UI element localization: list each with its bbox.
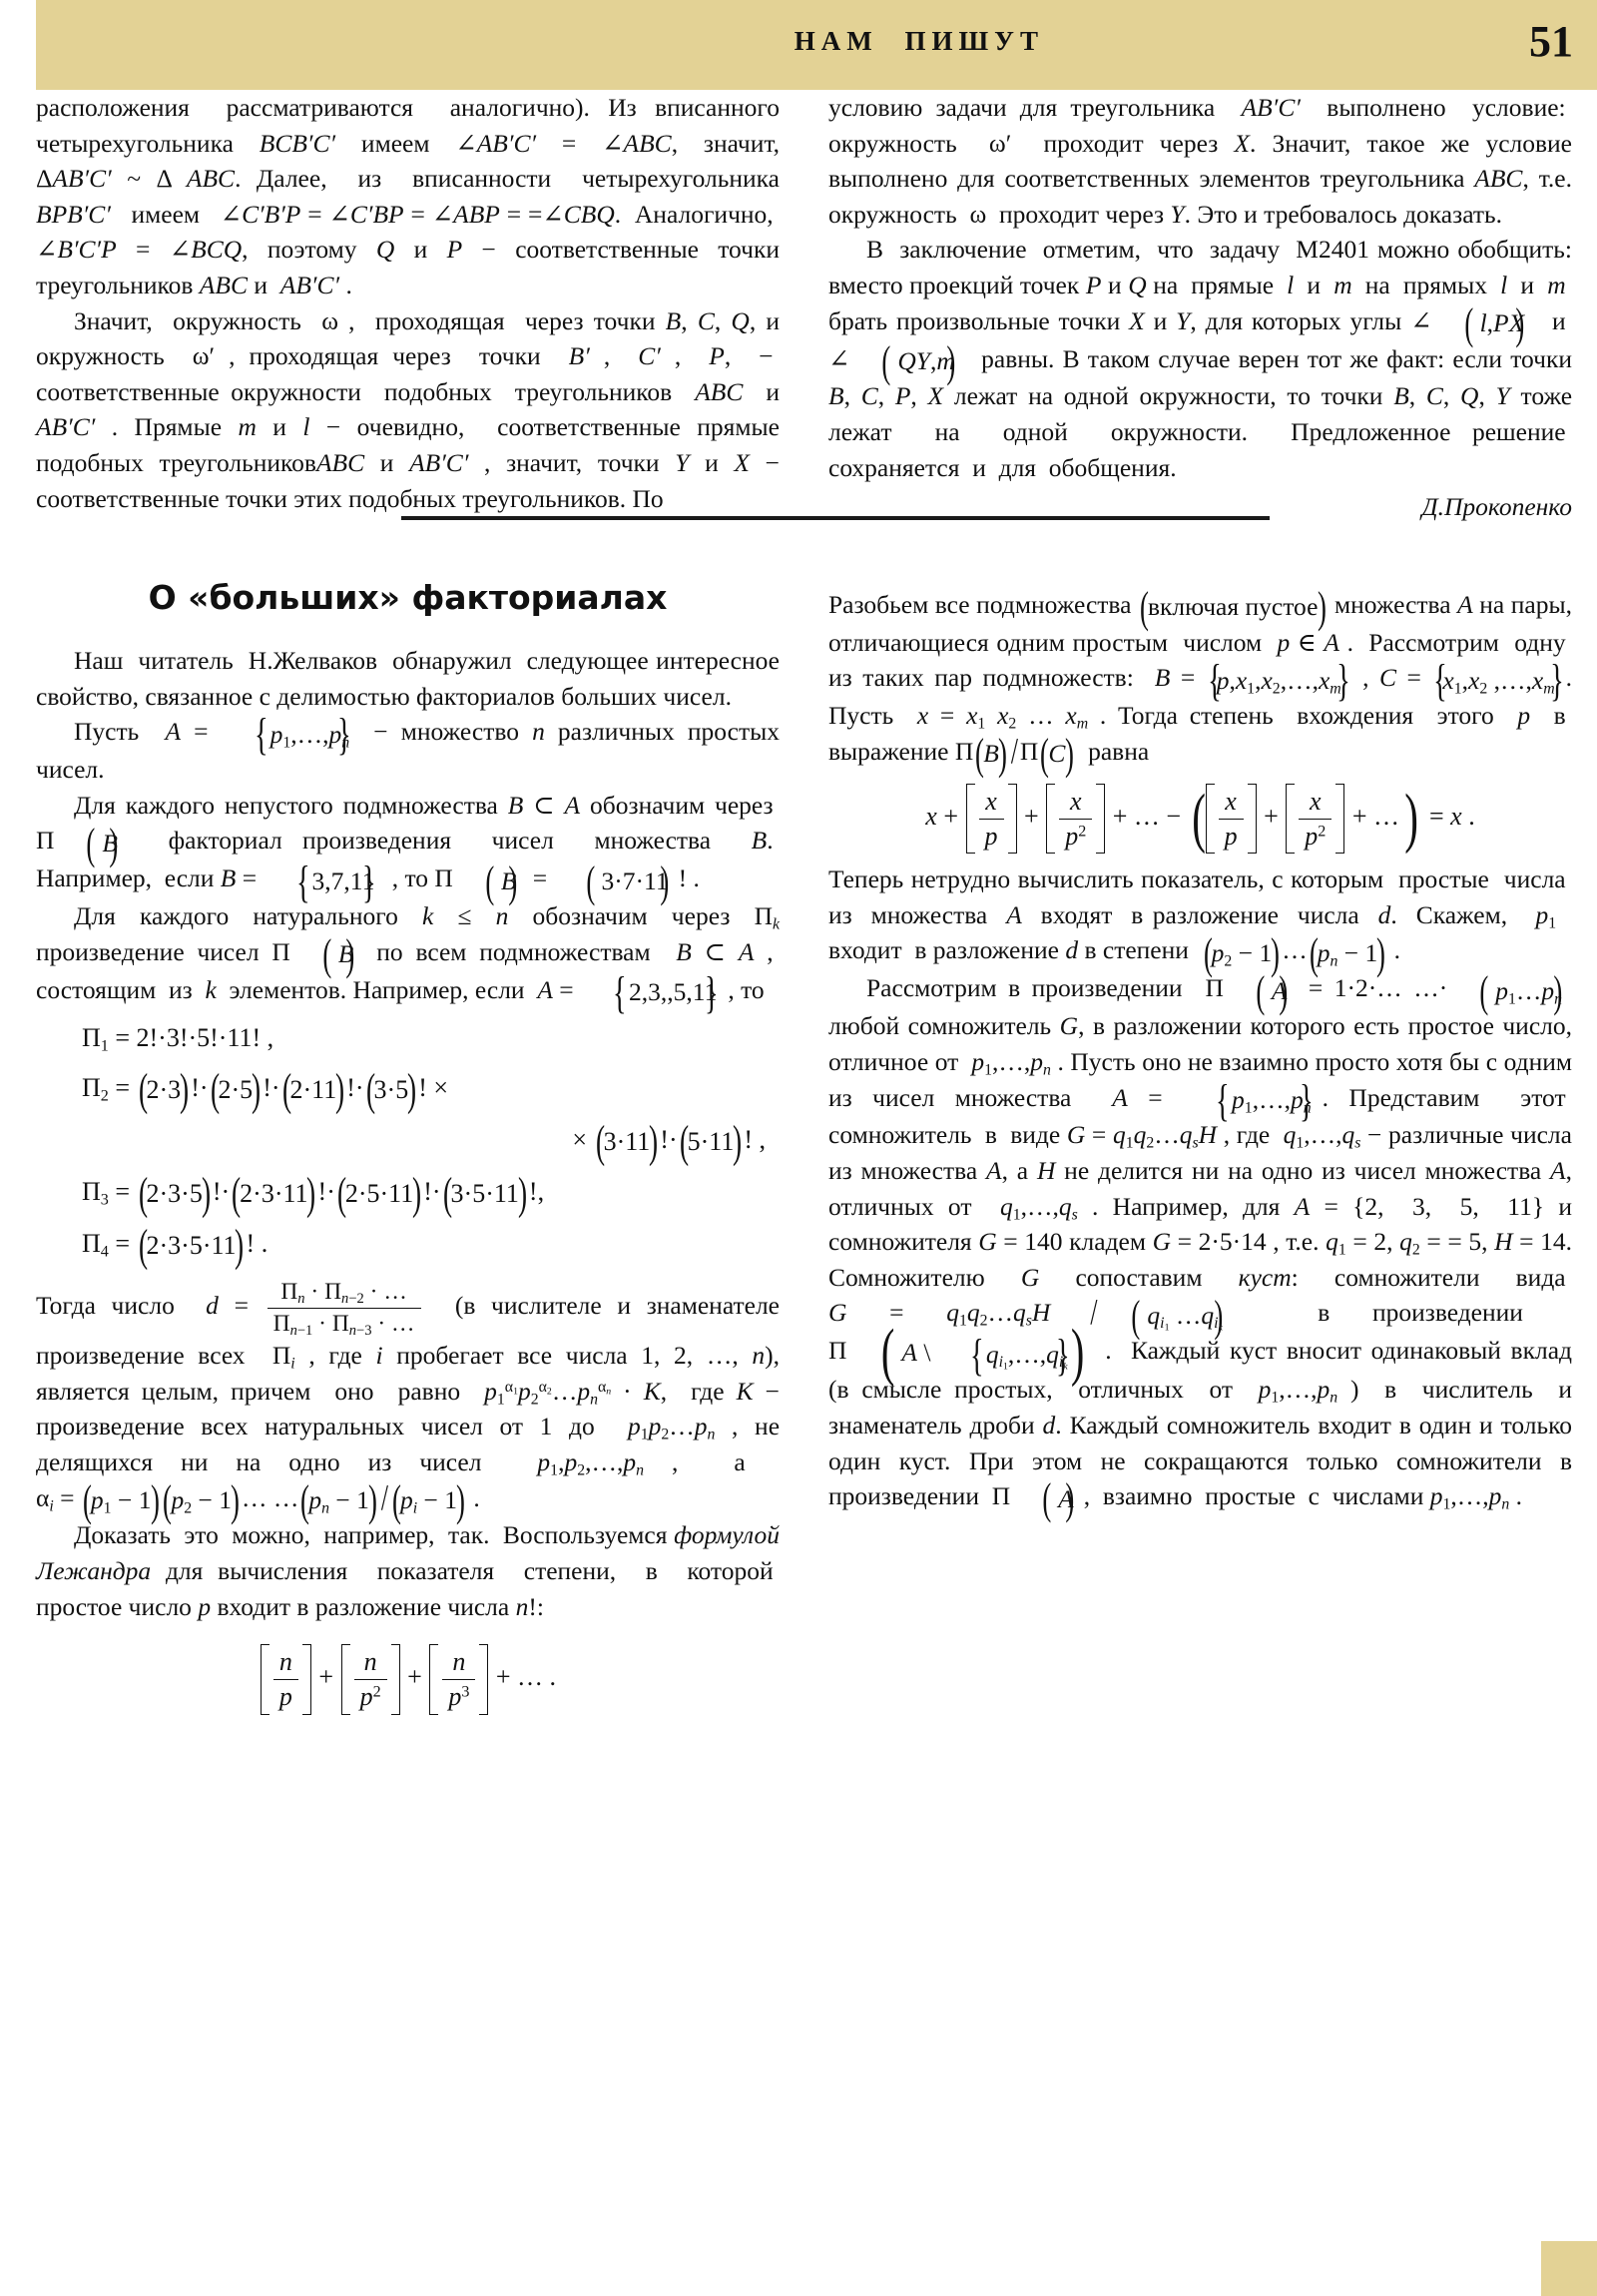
article2-left-paragraph-2: Пусть A = { $p_1,\dots,p_n$ } − множество n различных простых чисел. [36,714,780,788]
formula-pi-2-line1: $П_2$ = ( 2·3 ) !· ( 2·5 ) !· ( 2·11 ) !· ( 3·5 ) ! × [36,1066,780,1112]
formula-pi-2-line2: × ( 3·11 ) !· ( 5·11 ) ! , [36,1118,780,1164]
article2-right-paragraph-1: Разобьем все подмножества ( включая пустое ) множества A на пары, отличающиеся одним простым числом p ∈ A . Рассмотрим одну из таких пар подмножеств: B = { $p,x_1,x_2,\dots,x_m$ } , C = { $x_1,x_2$ $,\dots,x_m$ } . Пусть $x = x_1$ $x_2$ … $x_m$ . Тогда степень вхождения этого p в выражение П ( B ) /П ( C ) равна [828,587,1572,772]
article2-right-paragraph-3: Рассмотрим в произведении П ( A ) = 1·2·… …· ( $p_1\dots p_n$ ) любой сомножитель G, в разложении которого есть простое число, отличное от $p_1,\dots,p_n$ . Пусть оно не взаимно просто хотя бы с одним из чисел множества A = { $p_1,\dots,p_n$ } . Представим этот сомножитель в виде $G = q_1q_2\dots q_sH$ , где $q_1,\dots,q_s$ − различные числа из множества A, а H не делится ни на одно из чисел множества A, отличных от $q_1,\dots,q_s$ . Например, для A = {2, 3, 5, 11} и сомножителя G = 140 кладем G = 2·5·14 , т.е. $q_1 = 2$, $q_2$ = = 5, H = 14. Сомножителю G сопоставим куст: сомножители вида $G = q_1q_2\dots q_sH$ / ( $q_{i_1}$ $\dots q_{i_k}$ ) в произведении П ( A \ { $q_{i_1},\dots,q_{i_k}$ } ) . Каждый куст вносит одинаковый вклад (в смысле простых, отличных от $p_1,\dots,p_n$ ) в числитель и знаменатель дроби d. Каждый сомножитель входит в один и только один куст. При этом не сокращаются только сомножители в произведении П ( A ) , взаимно простые с числами $p_1,\dots,p_n$ . [828,970,1572,1516]
article2-left-paragraph-6: Доказать это можно, например, так. Воспользуемся формулой Лежандра для вычисления показателя степени, в которой простое число p входит в разложение числа n!: [36,1520,780,1621]
legendre-formula-emphasis: формулой Лежандра [36,1520,780,1586]
formula-pi-1: $П_1 = 2!\cdot 3!\cdot 5!\cdot 11$! , [82,1022,274,1055]
page-header-band [36,0,1597,90]
page-number: 51 [1529,17,1573,66]
article2-left-paragraph-5: Тогда число d = $\frac{П_n \cdot П_{n-2} \cdot \dots}{П_{n-1} \cdot П_{n-3} \cdot \dots}$ (в числителе и знаменателе произведение всех $П_i$ , где i пробегает все числа 1, 2, …, n), является целым, причем оно равно $p_1^{\alpha_1}p_2^{\alpha_2}\dots p_n^{\alpha_n} \cdot K$, где K − произведение всех натуральных чисел от 1 до $p_1p_2\dots p_n$ , не делящихся ни на одно из чисел $p_1,p_2,\dots,p_n$ , а $\alpha_i$ = ( $p_1 - 1$ ) ( $p_2 - 1$ ) … … ( $p_n - 1$ ) / ( $p_i - 1$ ) . [36,1278,780,1518]
article2-title: О «больших» факториалах [148,578,668,618]
formula-legendre: $\frac{n}{p}$ + $\frac{n}{p^2}$ + $\frac{n}{p^3}$ + … . [36,1646,780,1712]
formula-pi-3: $П_3$ = ( 2·3·5 ) !· ( 2·3·11 ) !· ( 2·5·11 ) !· ( 3·5·11 ) !, [36,1170,780,1216]
article1-signature: Д.Прокопенко [1421,492,1572,522]
article2-right-paragraph-2: Теперь нетрудно вычислить показатель, с которым простые числа из множества A входят в разложение числа d. Скажем, $p_1$ входит в разложение d в степени ( $p_2 - 1$ ) … ( $p_n - 1$ ) . [828,861,1572,970]
article2-left-paragraph-4: Для каждого натурального k ≤ n обозначим через $П_k$ произведение чисел П ( B ) по всем подмножествам B ⊂ A , состоящим из k элементов. Например, если A = { 2,3,,5,11 } , то [36,898,780,1009]
article2-left-paragraph-1: Наш читатель Н.Желваков обнаружил следующее интересное свойство, связанное с делимостью факториалов больших чисел. [36,646,780,711]
article1-right-paragraph-1: условию задачи для треугольника AB′C′ выполнено условие: окружность ω′ проходит через X. Значит, такое же условие выполнено для соответственных элементов треугольника ABC, т.е. окружность ω проходит через Y. Это и требовалось доказать. [828,93,1573,229]
formula-pi-4: $П_4$ = ( 2·3·5·11 ) ! . [36,1222,780,1268]
article1-right-paragraph-2: В заключение отметим, что задачу М2401 можно обобщить: вместо проекций точек P и Q на прямые l и m на прямых l и m брать произвольные точки X и Y, для которых углы ∠ ( l,PX ) и ∠ ( QY,m ) равны. В таком случае верен тот же факт: если точки B, C, P, X лежат на одной окружности, то точки B, C, Q, Y тоже лежат на одной окружности. Предложенное решение сохраняется и для обобщения. [828,232,1572,485]
article1-left-paragraph-1: расположения рассматриваются аналогично). Из вписанного четырехугольника BCB′C′ имеем ∠AB′C′ = ∠ABC, значит, ΔAB′C′ ~ Δ ABC. Далее, из вписанности четырехугольника BPB′C′ имеем ∠C′B′P = ∠C′BP = ∠ABP = =∠CBQ. Аналогично, ∠B′C′P = ∠BCQ, поэтому Q и P − соответственные точки треугольников ABC и AB′C′ . [36,93,781,299]
article1-left-paragraph-2: Значит, окружность ω , проходящая через точки B, C, Q, и окружность ω′ , проходящая через точки B′ , C′ , P, − соответственные окружности подобных треугольников ABC и AB′C′ . Прямые m и l − очевидно, соответственные прямые подобных треугольниковABC и AB′C′ , значит, точки Y и X − соответственные точки этих подобных треугольников. По [36,305,781,513]
kust-emphasis: куст [1238,1262,1292,1292]
article2-left-paragraph-3: Для каждого непустого подмножества B ⊂ A обозначим через П ( B ) факториал произведения чисел множества B. Например, если B = { 3,7,11 } , то П ( B ) = ( 3·7·11 ) ! . [36,788,780,898]
left-column [36,90,780,1715]
page-body [0,90,1597,2296]
right-column [828,90,1572,1516]
formula-main-identity: x + $\frac{x}{p}$ + $\frac{x}{p^2}$ + … − ( $\frac{x}{p}$ + $\frac{x}{p^2}$ + … ) = x . [828,786,1572,852]
running-head: НАМ ПИШУТ [794,26,1044,56]
